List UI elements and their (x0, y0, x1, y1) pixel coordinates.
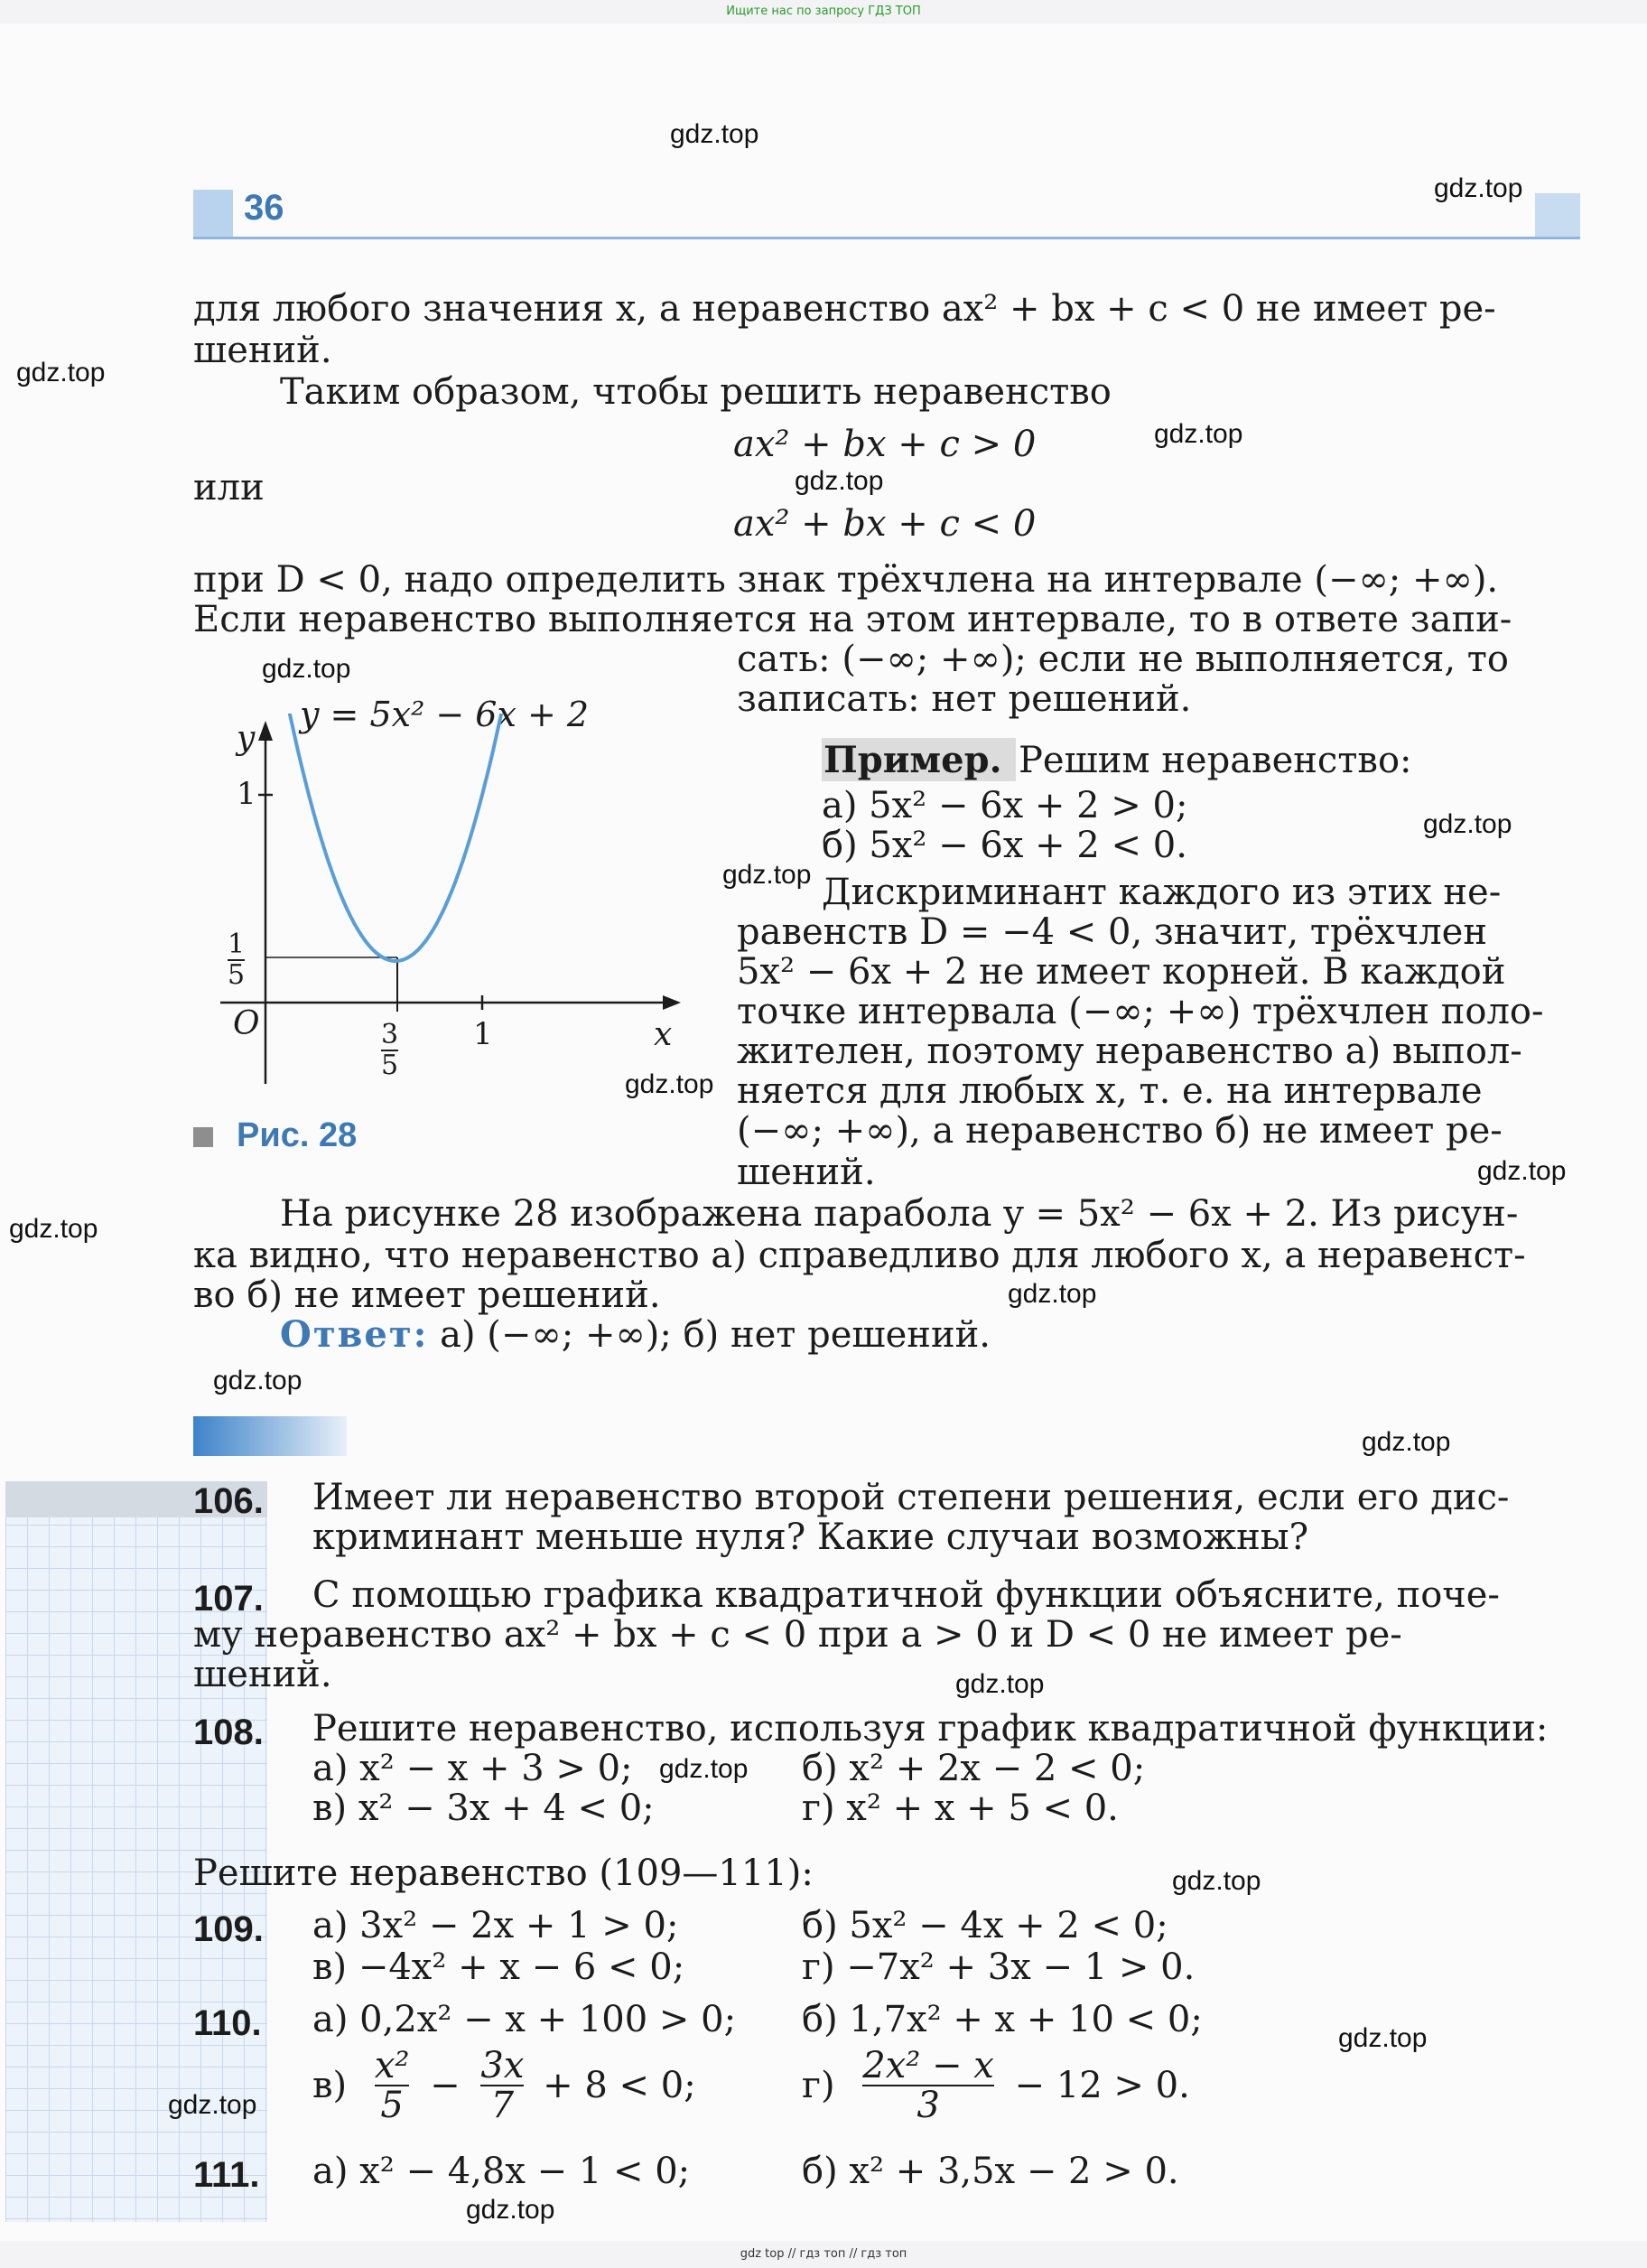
y-tick-label-one-fifth: $\frac{1}{5}$ (228, 929, 246, 991)
exercise-item: г) x² + x + 5 < 0. (802, 1787, 1119, 1829)
header-color-block (193, 190, 233, 237)
header-corner-block (1535, 193, 1580, 237)
paragraph-line: На рисунке 28 изображена парабола y = 5x² − 6x + 2. Из рисун- (280, 1193, 1519, 1235)
watermark: gdz.top (1338, 2023, 1428, 2053)
exercise-item: а) x² − x + 3 > 0; (312, 1748, 633, 1789)
x-axis-arrow (663, 995, 681, 1010)
watermark: gdz.top (466, 2195, 555, 2225)
paragraph-line: ка видно, что неравенство а) справедливо для любого x, а неравенст- (193, 1235, 1526, 1276)
example-line: шений. (737, 1152, 876, 1193)
exercise-item: г) −7x² + 3x − 1 > 0. (802, 1946, 1196, 1988)
exercise-group-title: Решите неравенство (109—111): (193, 1853, 814, 1894)
exercise-item: в) x² − 3x + 4 < 0; (312, 1787, 655, 1829)
y-axis-label: y (237, 720, 256, 757)
answer-text: а) (−∞; +∞); б) нет решений. (440, 1314, 991, 1356)
exercise-item: б) x² + 3,5x − 2 > 0. (802, 2151, 1179, 2192)
watermark: gdz.top (659, 1754, 749, 1784)
or-word: или (193, 467, 265, 509)
page-number: 36 (244, 188, 284, 228)
watermark: gdz.top (16, 358, 106, 387)
watermark: gdz.top (722, 860, 812, 890)
theory-line: сать: (−∞; +∞); если не выполняется, то (737, 639, 1509, 680)
exercise-text: Имеет ли неравенство второй степени решения, если его дис- (312, 1477, 1510, 1518)
theory-line: при D < 0, надо определить знак трёхчлена на интервале (−∞; +∞). (193, 559, 1499, 601)
theory-line: Таким образом, чтобы решить неравенство (280, 371, 1112, 413)
watermark: gdz.top (1423, 809, 1512, 839)
caption-marker (193, 1127, 213, 1147)
exercise-text: му неравенство ax² + bx + c < 0 при a > 0 и D < 0 не имеет ре- (193, 1614, 1402, 1656)
watermark: gdz.top (9, 1214, 98, 1244)
exercise-item: а) x² − 4,8x − 1 < 0; (312, 2151, 691, 2192)
example-line: точке интервала (−∞; +∞) трёхчлен поло- (737, 991, 1544, 1032)
parabola-curve (283, 714, 508, 961)
example-line: равенств D = −4 < 0, значит, трёхчлен (737, 911, 1488, 953)
example-intro: Решим неравенство: (1019, 740, 1412, 781)
watermark: gdz.top (1477, 1156, 1567, 1186)
watermark: gdz.top (1172, 1866, 1261, 1896)
exercise-number: 106. (193, 1481, 264, 1521)
example-line: (−∞; +∞), а неравенство б) не имеет ре- (737, 1110, 1503, 1152)
answer-label: Ответ: (280, 1313, 429, 1356)
exercise-item: в) −4x² + x − 6 < 0; (312, 1946, 685, 1988)
parabola-graph (193, 714, 699, 1093)
example-line: няется для любых x, т. е. на интервале (737, 1070, 1483, 1112)
bottom-search-link[interactable]: gdz top // гдз топ // гдз топ (740, 2247, 907, 2261)
exercise-text: Решите неравенство, используя график квадратичной функции: (312, 1708, 1549, 1750)
example-line: Дискриминант каждого из этих не- (822, 872, 1502, 913)
origin-label: O (233, 1005, 260, 1042)
x-tick-label-1: 1 (473, 1016, 493, 1052)
exercise-text: криминант меньше нуля? Какие случаи возможны? (312, 1517, 1309, 1558)
watermark: gdz.top (213, 1366, 302, 1395)
example-item-b: б) 5x² − 6x + 2 < 0. (822, 825, 1187, 866)
exercise-number: 108. (193, 1713, 264, 1752)
watermark: gdz.top (1154, 419, 1243, 449)
inequality-greater: ax² + bx + c > 0 (733, 424, 1037, 465)
paragraph-line: во б) не имеет решений. (193, 1274, 661, 1316)
watermark: gdz.top (670, 119, 759, 149)
exercise-item: а) 3x² − 2x + 1 > 0; (312, 1905, 679, 1946)
exercise-number: 110. (193, 2003, 262, 2043)
figure-caption: Рис. 28 (237, 1116, 358, 1154)
inequality-less: ax² + bx + c < 0 (733, 503, 1037, 545)
exercise-section-band (193, 1416, 347, 1456)
top-search-link[interactable]: Ищите нас по запросу ГДЗ ТОП (726, 5, 921, 18)
theory-line: шений. (193, 330, 332, 371)
exercise-text: С помощью графика квадратичной функции объясните, поче- (312, 1574, 1500, 1616)
y-axis-arrow (258, 721, 273, 741)
exercise-number: 109. (193, 1909, 264, 1949)
watermark: gdz.top (955, 1669, 1045, 1699)
exercise-item: б) x² + 2x − 2 < 0; (802, 1748, 1146, 1789)
header-rule (193, 237, 1580, 239)
exercise-item: а) 0,2x² − x + 100 > 0; (312, 1999, 737, 2040)
answer-line (280, 1313, 991, 1356)
exercise-item-fraction-v: в) $\frac{\text{x²}}{5}$ − $\frac{3x}{7}$ + 8 < 0; (312, 2045, 696, 2126)
watermark: gdz.top (625, 1069, 714, 1099)
example-label: Пример. (824, 739, 1002, 781)
x-axis-label: x (654, 1016, 673, 1053)
exercise-item: б) 5x² − 4x + 2 < 0; (802, 1905, 1168, 1946)
watermark: gdz.top (1434, 173, 1523, 203)
watermark: gdz.top (1362, 1427, 1451, 1457)
exercise-item-fraction-g: г) $\frac{\text{2x² − x}}{3}$ − 12 > 0. (802, 2045, 1190, 2126)
exercise-text: шений. (193, 1654, 332, 1695)
exercise-number: 111. (193, 2155, 260, 2195)
watermark: gdz.top (1008, 1279, 1097, 1309)
figure-equation: y = 5x² − 6x + 2 (300, 695, 590, 734)
watermark: gdz.top (168, 2090, 257, 2120)
example-line: жителен, поэтому неравенство а) выпол- (737, 1031, 1522, 1072)
theory-line: для любого значения x, а неравенство ax² + bx + c < 0 не имеет ре- (193, 288, 1496, 330)
example-line: 5x² − 6x + 2 не имеет корней. В каждой (737, 951, 1506, 993)
watermark: gdz.top (795, 466, 884, 496)
exercise-item: б) 1,7x² + x + 10 < 0; (802, 1999, 1203, 2040)
y-tick-label-1: 1 (237, 776, 256, 812)
example-item-a: а) 5x² − 6x + 2 > 0; (822, 785, 1188, 826)
watermark: gdz.top (262, 654, 351, 684)
theory-line: Если неравенство выполняется на этом интервале, то в ответе запи- (193, 599, 1512, 640)
graph-axes (220, 721, 681, 1084)
theory-line: записать: нет решений. (737, 678, 1192, 720)
exercise-number: 107. (193, 1579, 264, 1619)
x-tick-label-three-fifths: $\frac{3}{5}$ (381, 1019, 399, 1081)
